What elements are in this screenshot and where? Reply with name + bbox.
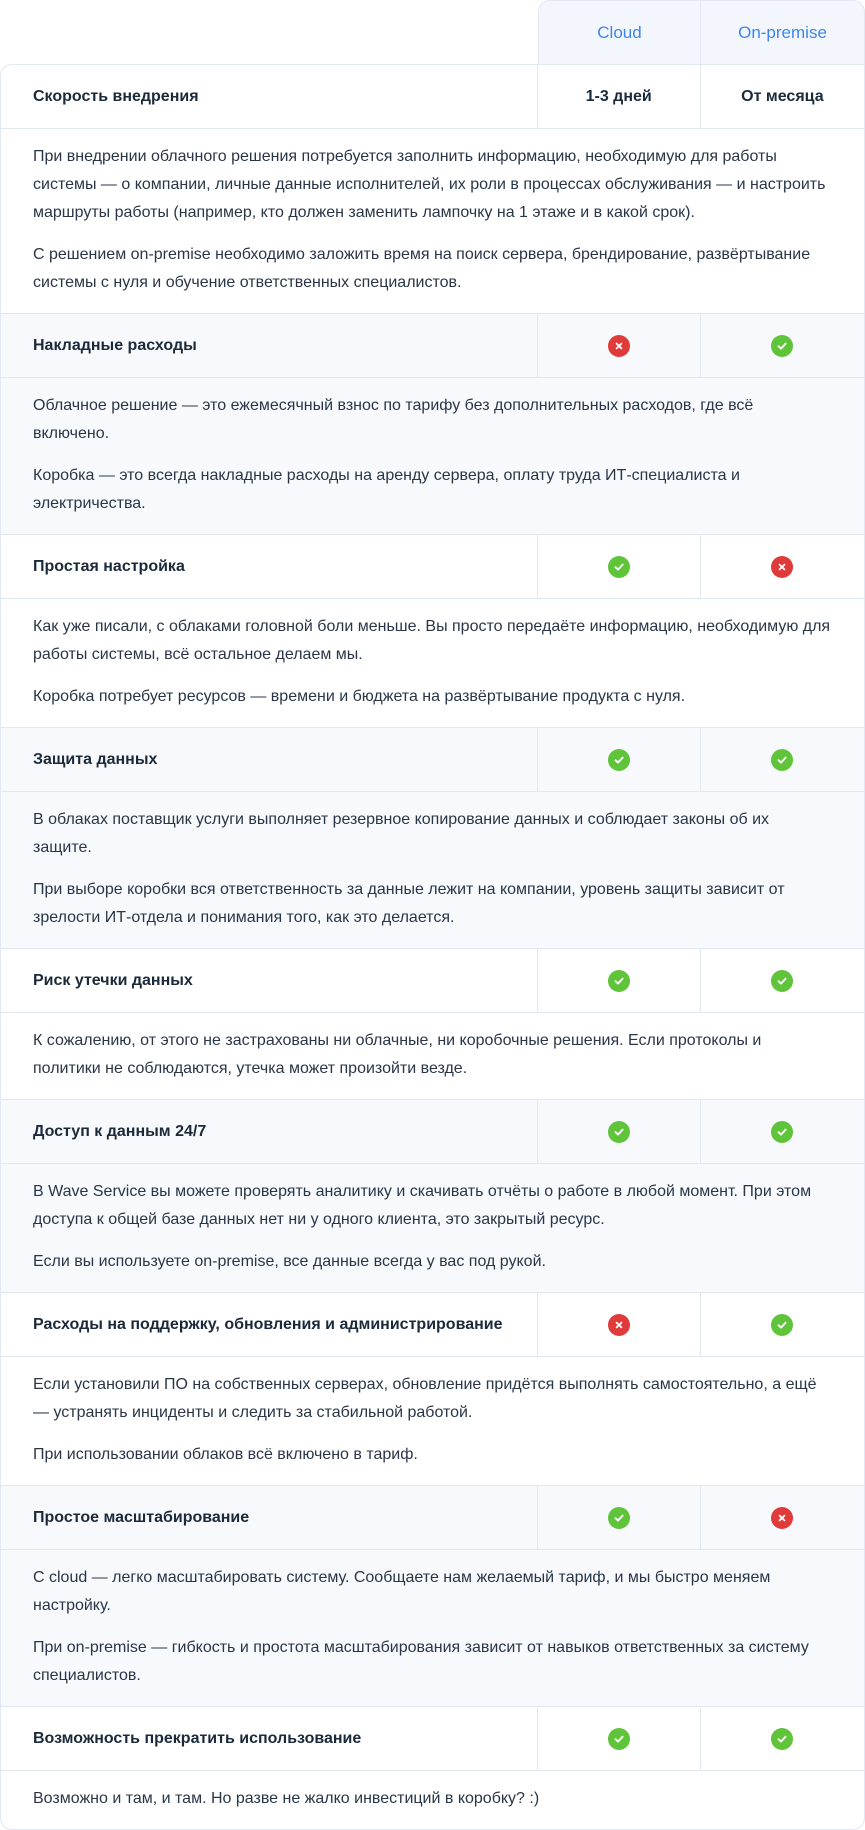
feature-description — [1, 1770, 864, 1829]
table-header — [0, 0, 865, 64]
description-paragraph: Если установили ПО на собственных серверах, обновление придётся выполнять самостоятельно, а ещё — устранять инциденты и следить за стабильной работой. — [33, 1376, 817, 1421]
feature-title: Расходы на поддержку, обновления и администрирование — [33, 1315, 503, 1333]
feature-description — [1, 1356, 864, 1485]
column-header-cloud: Cloud — [538, 0, 701, 64]
cross-icon — [771, 1507, 793, 1529]
check-icon — [608, 1121, 630, 1143]
cross-icon — [608, 1314, 630, 1336]
feature-row — [1, 1706, 864, 1770]
cloud-cell — [537, 65, 700, 128]
feature-title: Защита данных — [33, 750, 158, 768]
description-paragraph: При выборе коробки вся ответственность за данные лежит на компании, уровень защиты зависит от зрелости ИТ-отдела и понимания того, как это делается. — [33, 881, 785, 926]
check-icon — [771, 1314, 793, 1336]
cloud-cell — [537, 1707, 700, 1770]
cloud-cell — [537, 314, 700, 377]
feature-row — [1, 1099, 864, 1163]
on-premise-cell — [700, 65, 864, 128]
feature-row — [1, 65, 864, 128]
check-icon — [608, 749, 630, 771]
check-icon — [771, 335, 793, 357]
description-paragraph: Облачное решение — это ежемесячный взнос по тарифу без дополнительных расходов, где всё включено. — [33, 397, 754, 442]
on-premise-cell — [700, 1486, 864, 1549]
feature-description — [1, 1163, 864, 1292]
check-icon — [771, 749, 793, 771]
description-paragraph: С cloud — легко масштабировать систему. Сообщаете нам желаемый тариф, и мы быстро меняем настройку. — [33, 1569, 771, 1614]
on-premise-cell — [700, 1707, 864, 1770]
feature-description — [1, 1549, 864, 1706]
cloud-cell — [537, 1293, 700, 1356]
feature-row — [1, 948, 864, 1012]
feature-description — [1, 128, 864, 313]
cross-icon — [771, 556, 793, 578]
description-paragraph: При использовании облаков всё включено в тариф. — [33, 1446, 418, 1463]
feature-row — [1, 534, 864, 598]
feature-description — [1, 377, 864, 534]
feature-title: Скорость внедрения — [33, 87, 199, 105]
cloud-cell — [537, 728, 700, 791]
feature-description — [1, 1012, 864, 1099]
check-icon — [771, 1728, 793, 1750]
on-premise-cell — [700, 535, 864, 598]
feature-row — [1, 313, 864, 377]
table-body — [0, 64, 865, 1830]
check-icon — [608, 1507, 630, 1529]
feature-row — [1, 1292, 864, 1356]
feature-title: Накладные расходы — [33, 336, 197, 354]
description-paragraph: В облаках поставщик услуги выполняет резервное копирование данных и соблюдает законы об их защите. — [33, 811, 770, 856]
on-premise-cell — [700, 314, 864, 377]
cloud-cell — [537, 1486, 700, 1549]
description-paragraph: Коробка потребует ресурсов — времени и бюджета на развёртывание продукта с нуля. — [33, 688, 686, 705]
cell-value: От месяца — [741, 87, 824, 105]
feature-title: Возможность прекратить использование — [33, 1729, 362, 1747]
feature-description — [1, 598, 864, 727]
description-paragraph: С решением on-premise необходимо заложить время на поиск сервера, брендирование, развёртывание системы с нуля и обучение ответственных специалистов. — [33, 246, 811, 291]
on-premise-cell — [700, 1293, 864, 1356]
description-paragraph: При внедрении облачного решения потребуется заполнить информацию, необходимую для работы системы — о компании, личные данные исполнителей, их роли в процессах обслуживания — и настроить маршруты работы (например, кто должен заменить лампочку на 1 этаже и в какой срок). — [33, 148, 826, 221]
check-icon — [608, 1728, 630, 1750]
description-paragraph: Как уже писали, с облаками головной боли меньше. Вы просто передаёте информацию, необходимую для работы системы, всё остальное делаем мы. — [33, 618, 831, 663]
feature-row — [1, 727, 864, 791]
feature-description — [1, 791, 864, 948]
check-icon — [771, 1121, 793, 1143]
column-header-on-premise: On-premise — [700, 0, 865, 64]
cloud-cell — [537, 1100, 700, 1163]
feature-title: Простая настройка — [33, 557, 185, 575]
on-premise-cell — [700, 1100, 864, 1163]
description-paragraph: Если вы используете on-premise, все данные всегда у вас под рукой. — [33, 1253, 546, 1270]
cell-value: 1-3 дней — [585, 87, 652, 105]
feature-row — [1, 1485, 864, 1549]
description-paragraph: При on-premise — гибкость и простота масштабирования зависит от навыков ответственных за систему специалистов. — [33, 1639, 809, 1684]
check-icon — [771, 970, 793, 992]
feature-title: Простое масштабирование — [33, 1508, 250, 1526]
feature-title: Риск утечки данных — [33, 971, 193, 989]
on-premise-cell — [700, 728, 864, 791]
cloud-cell — [537, 535, 700, 598]
description-paragraph: Возможно и там, и там. Но разве не жалко инвестиций в коробку? :) — [33, 1790, 540, 1807]
cloud-cell — [537, 949, 700, 1012]
on-premise-cell — [700, 949, 864, 1012]
feature-title: Доступ к данным 24/7 — [33, 1122, 207, 1140]
description-paragraph: В Wave Service вы можете проверять аналитику и скачивать отчёты о работе в любой момент. При этом доступа к общей базе данных нет ни у одного клиента, это закрытый ресурс. — [33, 1183, 812, 1228]
check-icon — [608, 556, 630, 578]
check-icon — [608, 970, 630, 992]
description-paragraph: К сожалению, от этого не застрахованы ни облачные, ни коробочные решения. Если протоколы и политики не соблюдаются, утечка может произойти везде. — [33, 1032, 762, 1077]
cross-icon — [608, 335, 630, 357]
description-paragraph: Коробка — это всегда накладные расходы на аренду сервера, оплату труда ИТ-специалиста и электричества. — [33, 467, 740, 512]
